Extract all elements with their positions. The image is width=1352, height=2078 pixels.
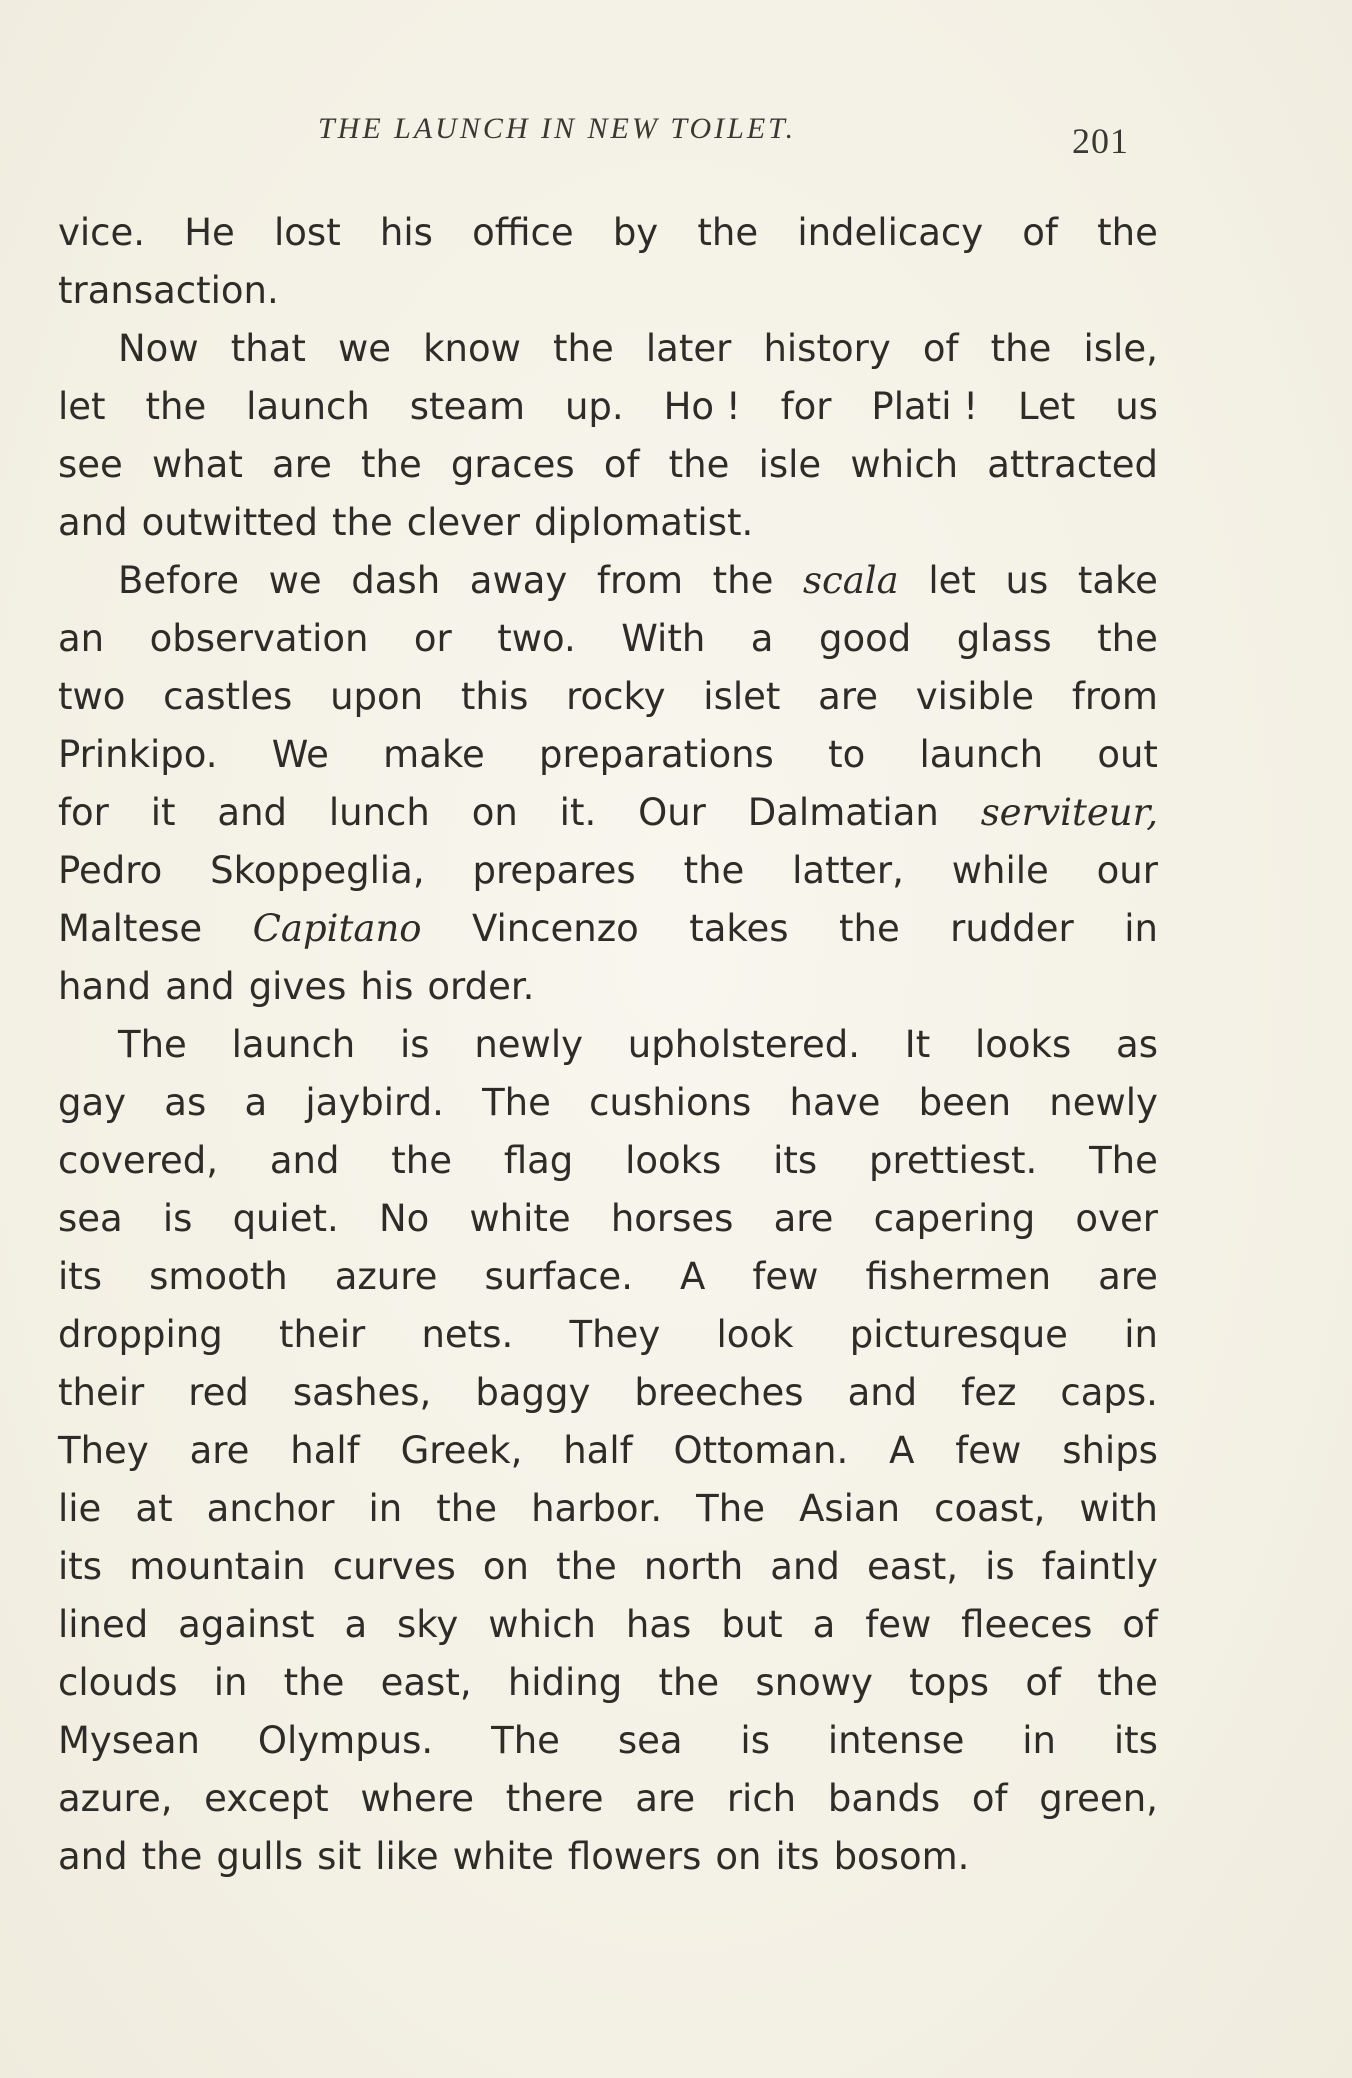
text-line [58,1712,1158,1770]
word: there [505,1777,604,1820]
text-line [58,552,1158,610]
word: newly [1049,1081,1158,1124]
word: looks [974,1023,1072,1066]
word: mountain [129,1545,306,1588]
word: He [184,211,235,254]
word: or [413,617,452,660]
word: Skoppeglia, [210,849,425,892]
word: on [471,791,518,834]
word: against [178,1603,315,1646]
word: looks [625,1139,722,1182]
word: graces [450,443,575,486]
word: baggy [475,1371,591,1414]
word: bands [827,1777,941,1820]
word: the [1097,211,1158,254]
text-line [58,204,1158,262]
word: it. [559,791,597,834]
word: They [58,1429,149,1472]
word: nets. [421,1313,514,1356]
word: it [150,791,176,834]
word: The [482,1081,551,1124]
word: at [135,1487,173,1530]
word: few [955,1429,1022,1472]
word: the [668,443,730,486]
word: and [770,1545,840,1588]
word: look [716,1313,794,1356]
word: the [990,327,1052,370]
word: later [645,327,732,370]
word: sashes, [292,1371,432,1414]
word: sea [617,1719,683,1762]
word: It [904,1023,931,1066]
word: A [680,1255,706,1298]
word: harbor. [531,1487,663,1530]
word: indelicacy [797,211,984,254]
word: what [151,443,243,486]
text-line [58,1190,1158,1248]
text-line [58,842,1158,900]
word: its [1113,1719,1158,1762]
word: Plati ! [871,385,979,428]
word: fishermen [865,1255,1052,1298]
word: two [58,675,126,718]
word: Ho ! [663,385,741,428]
word: know [423,327,521,370]
word: gives [248,965,347,1008]
word: Before [118,559,239,602]
word: half [563,1429,633,1472]
word: observation [149,617,369,660]
word: let [928,559,976,602]
word: east, [380,1661,472,1704]
word: diplomatist. [534,501,754,544]
word: their [278,1313,366,1356]
text-line [58,494,1158,552]
word: Our [638,791,706,834]
word: The [118,1023,187,1066]
word: a [344,1603,368,1646]
word: and [165,965,235,1008]
word: rich [726,1777,797,1820]
word: but [721,1603,783,1646]
word: transaction. [58,269,279,312]
text-line [58,262,1158,320]
word: islet [703,675,781,718]
text-line [58,1770,1158,1828]
word: except [204,1777,329,1820]
text-line [58,1538,1158,1596]
word: we [268,559,322,602]
word: is [985,1545,1015,1588]
word: Mysean [58,1719,200,1762]
word: capering [873,1197,1036,1240]
word: are [1098,1255,1158,1298]
text-line [58,958,1158,1016]
word: prettiest. [869,1139,1038,1182]
word: the [145,385,207,428]
text-line [58,900,1158,958]
text-line [58,726,1158,784]
word: in [1124,907,1158,950]
word: its [58,1255,103,1298]
word: out [1097,733,1158,776]
word: launch [246,385,370,428]
word: of [1025,1661,1061,1704]
text-line [58,1016,1158,1074]
word: as [1116,1023,1158,1066]
word: is [740,1719,770,1762]
word: and [58,1835,128,1878]
word: sea [58,1197,123,1240]
word: our [1096,849,1158,892]
running-title: THE LAUNCH IN NEW TOILET. [318,112,797,145]
word: good [818,617,912,660]
word: tops [909,1661,990,1704]
word: cushions [589,1081,752,1124]
word: make [383,733,485,776]
word: lost [274,211,341,254]
word: have [789,1081,881,1124]
word: take [1077,559,1158,602]
text-line [58,668,1158,726]
word: upon [330,675,424,718]
word: few [865,1603,932,1646]
word: his [360,965,414,1008]
word: We [271,733,329,776]
word: a [750,617,774,660]
text-line [58,1132,1158,1190]
word: attracted [987,443,1158,486]
word: jaybird. [305,1081,444,1124]
word: the [283,1661,345,1704]
word: where [360,1777,474,1820]
word: a [244,1081,268,1124]
text-line [58,1248,1158,1306]
word: caps. [1060,1371,1158,1414]
word: covered, [58,1139,219,1182]
word: to [828,733,866,776]
word: Vincenzo [471,907,639,950]
word: glass [956,617,1052,660]
word: white [469,1197,571,1240]
text-line [58,378,1158,436]
word: in [368,1487,403,1530]
word: newly [474,1023,583,1066]
word: hiding [507,1661,623,1704]
word: us [1115,385,1158,428]
word: intense [827,1719,965,1762]
word: history [763,327,891,370]
word: rudder [950,907,1074,950]
text-line [58,1074,1158,1132]
word: and [269,1139,340,1182]
word: its [773,1139,818,1182]
word: the [556,1545,617,1588]
word: horses [610,1197,734,1240]
word: we [337,327,391,370]
word: the [436,1487,497,1530]
word: see [58,443,123,486]
word: in [1124,1313,1158,1356]
word: the [839,907,900,950]
word: on [482,1545,529,1588]
word: the [141,1835,203,1878]
word: Dalmatian [747,791,939,834]
word: this [460,675,529,718]
word: for [780,385,832,428]
word: launch [919,733,1044,776]
text-line [58,784,1158,842]
word: the [332,501,393,544]
word: the [391,1139,453,1182]
word: visible [915,675,1035,718]
word: isle [758,443,822,486]
word: are [635,1777,696,1820]
word: rocky [566,675,666,718]
word: azure, [58,1777,173,1820]
word: snowy [755,1661,873,1704]
word: lunch [328,791,430,834]
word: their [58,1371,145,1414]
body-text [58,204,1158,1886]
page-number: 201 [1072,121,1129,161]
word: takes [689,907,789,950]
word: anchor [206,1487,335,1530]
word: flowers [567,1835,702,1878]
word: are [773,1197,834,1240]
word: fez [961,1371,1017,1414]
text-line [58,610,1158,668]
word: from [596,559,684,602]
word: its [58,1545,103,1588]
word: which [850,443,959,486]
word: the [712,559,774,602]
word: the [658,1661,720,1704]
word: fleeces [961,1603,1093,1646]
word: half [290,1429,360,1472]
word: Prinkipo. [58,733,218,776]
word: flag [503,1139,574,1182]
word: two. [497,617,576,660]
word: red [188,1371,249,1414]
word: The [1089,1139,1158,1182]
word: surface. [484,1255,633,1298]
word: over [1075,1197,1158,1240]
word: quiet. [232,1197,339,1240]
word: Ottoman. [673,1429,849,1472]
word: lined [58,1603,149,1646]
word: Now [118,327,199,370]
text-line [58,1306,1158,1364]
word: its [775,1835,820,1878]
word: launch [231,1023,356,1066]
word: gulls [216,1835,304,1878]
word: upholstered. [627,1023,861,1066]
word: let [58,385,106,428]
word: east, [867,1545,958,1588]
word: of [603,443,640,486]
text-line [58,436,1158,494]
word: his [379,211,433,254]
word: the [697,211,759,254]
word: gay [58,1081,127,1124]
word: north [643,1545,744,1588]
word: azure [334,1255,438,1298]
word: clouds [58,1661,178,1704]
italic-word: Capitano [252,907,422,950]
word: office [472,211,574,254]
word: Asian [799,1487,901,1530]
text-line [58,1596,1158,1654]
italic-word: serviteur, [980,791,1158,834]
word: curves [332,1545,456,1588]
word: are [189,1429,250,1472]
word: the [553,327,614,370]
word: away [469,559,568,602]
word: dash [351,559,441,602]
word: picturesque [849,1313,1068,1356]
word: dropping [58,1313,223,1356]
word: as [164,1081,207,1124]
word: Olympus. [257,1719,434,1762]
word: clever [406,501,521,544]
word: The [491,1719,560,1762]
word: that [230,327,306,370]
word: outwitted [141,501,319,544]
word: Greek, [400,1429,523,1472]
word: are [272,443,332,486]
word: Let [1018,385,1076,428]
word: is [400,1023,430,1066]
word: which [488,1603,597,1646]
word: on [715,1835,762,1878]
word: the [1097,617,1158,660]
word: for [58,791,109,834]
word: vice. [58,211,146,254]
text-line [58,1654,1158,1712]
word: while [951,849,1049,892]
word: us [1005,559,1049,602]
word: sit [317,1835,362,1878]
word: up. [564,385,624,428]
word: of [971,1777,1008,1820]
word: the [683,849,745,892]
word: Maltese [58,907,203,950]
word: coast, [934,1487,1046,1530]
word: like [375,1835,439,1878]
word: an [58,617,105,660]
word: The [696,1487,765,1530]
text-line [58,1364,1158,1422]
word: been [918,1081,1012,1124]
word: from [1071,675,1158,718]
word: latter, [792,849,904,892]
word: of [1122,1603,1158,1646]
italic-word: scala [803,559,899,602]
word: has [625,1603,692,1646]
text-line [58,320,1158,378]
word: A [889,1429,915,1472]
word: Pedro [58,849,163,892]
word: few [752,1255,819,1298]
text-line [58,1422,1158,1480]
word: No [378,1197,430,1240]
word: breeches [634,1371,804,1414]
text-line [58,1480,1158,1538]
word: castles [163,675,293,718]
word: bosom. [833,1835,970,1878]
running-header [0,108,1352,168]
word: white [452,1835,554,1878]
word: lie [58,1487,102,1530]
word: are [818,675,879,718]
word: sky [397,1603,459,1646]
word: faintly [1041,1545,1158,1588]
word: isle, [1083,327,1158,370]
word: in [1022,1719,1056,1762]
word: a [812,1603,836,1646]
word: of [922,327,959,370]
word: smooth [149,1255,288,1298]
word: the [361,443,422,486]
word: With [621,617,706,660]
word: steam [409,385,526,428]
word: and [217,791,288,834]
word: and [847,1371,918,1414]
word: prepares [472,849,636,892]
word: of [1022,211,1058,254]
word: by [612,211,659,254]
word: order. [427,965,535,1008]
text-line [58,1828,1158,1886]
word: hand [58,965,152,1008]
word: green, [1039,1777,1158,1820]
word: They [569,1313,661,1356]
word: and [58,501,128,544]
word: ships [1062,1429,1158,1472]
word: is [162,1197,193,1240]
word: in [213,1661,248,1704]
word: preparations [538,733,774,776]
word: with [1079,1487,1158,1530]
word: the [1097,1661,1158,1704]
